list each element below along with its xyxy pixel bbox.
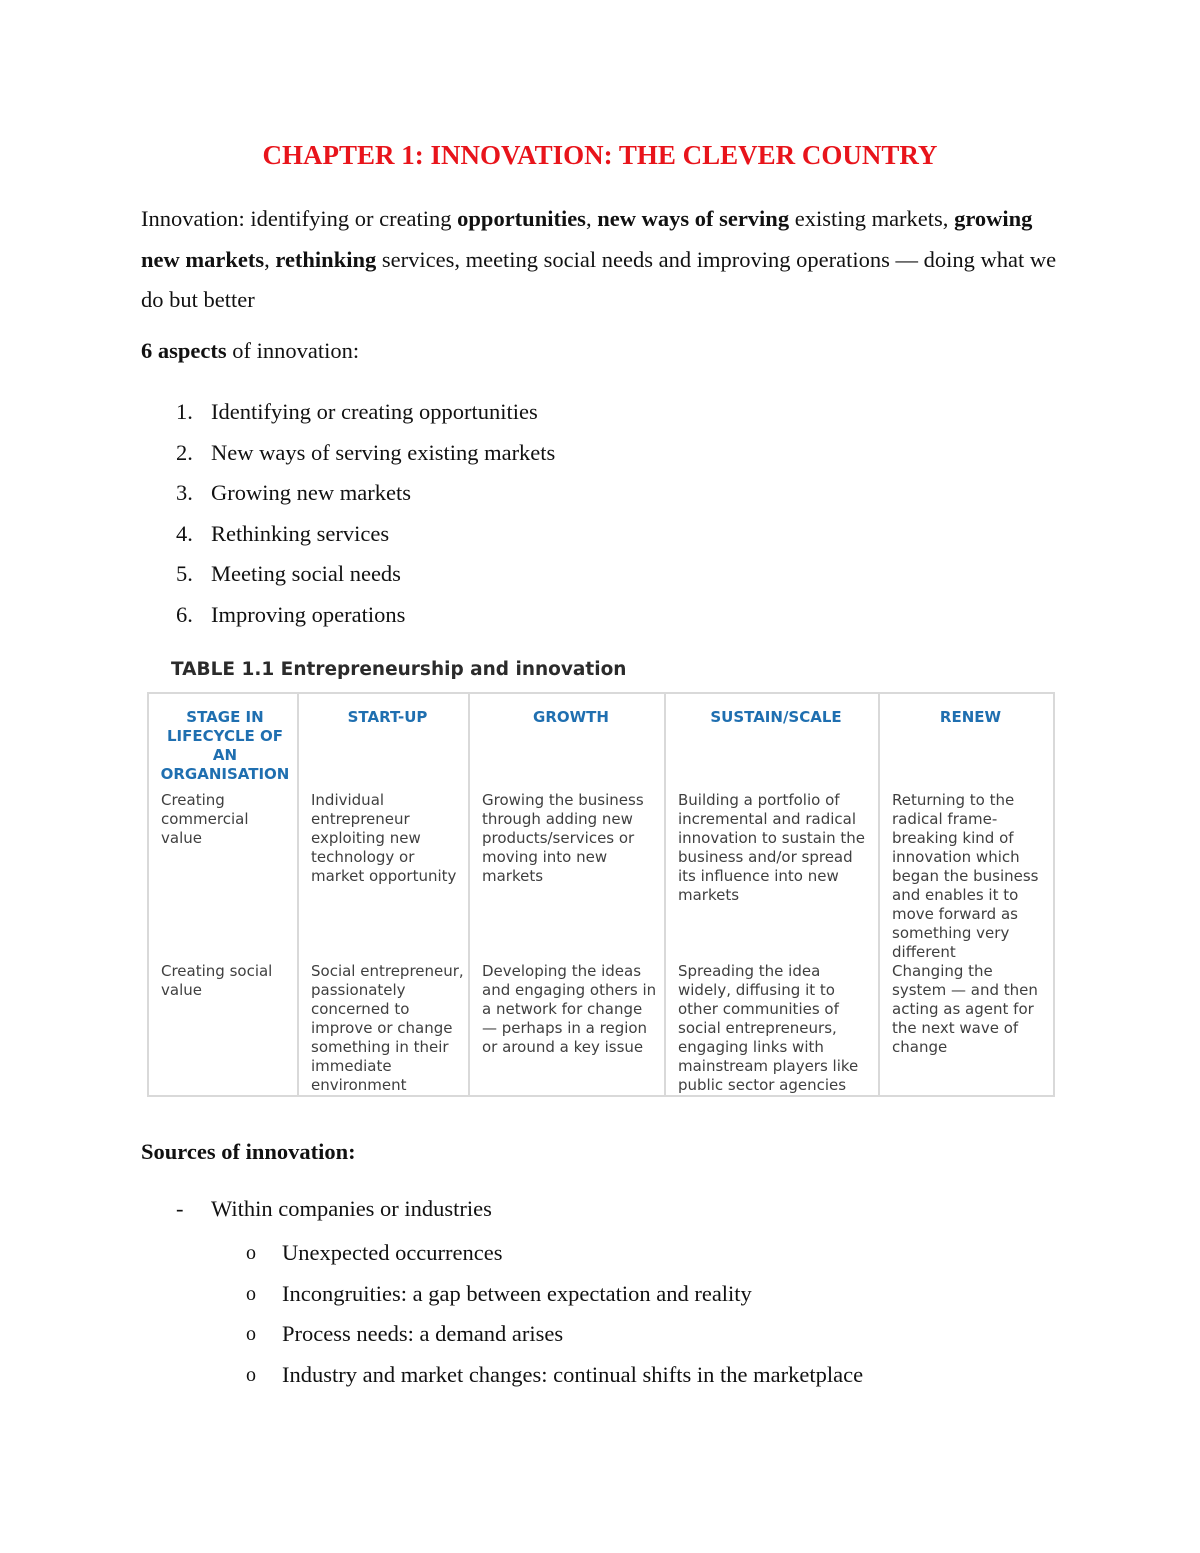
chapter-title: CHAPTER 1: INNOVATION: THE CLEVER COUNTRY: [262, 140, 938, 170]
list-number: 1.: [176, 399, 193, 424]
aspects-bold: 6 aspects: [141, 338, 227, 363]
list-text: Growing new markets: [211, 480, 411, 505]
table-row: [148, 962, 1054, 1096]
table-cell: Individual entrepreneur exploiting new technology or market opportunity: [298, 791, 469, 962]
intro-text: Innovation: identifying or creating: [141, 206, 458, 231]
list-number: 2.: [176, 439, 193, 465]
list-text: Meeting social needs: [211, 561, 401, 586]
table-cell: Growing the business through adding new products/services or moving into new markets: [469, 791, 665, 962]
table-header-cell: GROWTH: [469, 693, 665, 791]
intro-bold-growing: growing new markets: [141, 206, 1033, 272]
table-header-cell: RENEW: [879, 693, 1054, 791]
circle-bullet-icon: o: [246, 1282, 256, 1305]
table-cell: Social entrepreneur, passionately concerned to improve or change something in their immediate environment: [298, 962, 469, 1096]
table-cell: Developing the ideas and engaging others in a network for change — perhaps in a region or around a key issue: [469, 962, 665, 1096]
intro-text: ,: [585, 206, 598, 231]
list-text: New ways of serving existing markets: [211, 439, 556, 465]
intro-text: ,: [264, 246, 276, 272]
entrepreneurship-table: [147, 692, 1055, 1097]
table-row: [148, 791, 1054, 962]
table-header-cell: START-UP: [298, 693, 469, 791]
intro-bold-new-ways: new ways of serving: [597, 206, 790, 231]
list-text: Incongruities: a gap between expectation and reality: [282, 1280, 752, 1306]
sources-heading: Sources of innovation:: [141, 1139, 356, 1164]
table-header-row: [148, 693, 1054, 791]
table-cell: Creating social value: [148, 962, 298, 1096]
list-text: Rethinking services: [211, 520, 390, 546]
list-number: 4.: [176, 520, 193, 546]
table-cell: Changing the system — and then acting as agent for the next wave of change: [879, 962, 1054, 1096]
aspects-heading: [141, 338, 359, 364]
intro-text: existing markets,: [789, 206, 955, 231]
list-text: Process needs: a demand arises: [282, 1321, 564, 1346]
table-header-cell: SUSTAIN/SCALE: [665, 693, 879, 791]
circle-bullet-icon: o: [246, 1363, 256, 1386]
table-caption: TABLE 1.1 Entrepreneurship and innovation: [171, 659, 627, 680]
circle-bullet-icon: o: [246, 1242, 256, 1264]
list-number: 5.: [176, 561, 193, 586]
bullet-text: Within companies or industries: [211, 1196, 492, 1221]
intro-bold-opportunities: opportunities: [457, 206, 586, 231]
table-cell: Spreading the idea widely, diffusing it to other communities of social entrepreneurs, engaging links with mainstream players like public sector agencies: [665, 962, 879, 1096]
intro-paragraph: [141, 199, 1071, 321]
list-text: Identifying or creating opportunities: [211, 399, 538, 424]
list-text: Unexpected occurrences: [282, 1240, 503, 1265]
table-cell: Building a portfolio of incremental and radical innovation to sustain the business and/or spread its influence into new markets: [665, 791, 879, 962]
circle-bullet-icon: o: [246, 1323, 256, 1345]
intro-text: services, meeting social needs and improving operations — doing what we do but better: [141, 246, 1057, 312]
list-text: Improving operations: [211, 601, 406, 627]
table-header-cell: STAGE IN LIFECYCLE OF AN ORGANISATION: [148, 693, 298, 791]
list-number: 6.: [176, 601, 193, 627]
list-number: 3.: [176, 480, 193, 505]
intro-bold-rethinking: rethinking: [275, 246, 377, 272]
table-cell: Creating commercial value: [148, 791, 298, 962]
list-text: Industry and market changes: continual shifts in the marketplace: [282, 1361, 864, 1387]
aspects-rest: of innovation:: [226, 338, 360, 363]
dash-bullet: -: [176, 1196, 184, 1221]
table-cell: Returning to the radical frame-breaking kind of innovation which began the business and enables it to move forward as something very different: [879, 791, 1054, 962]
